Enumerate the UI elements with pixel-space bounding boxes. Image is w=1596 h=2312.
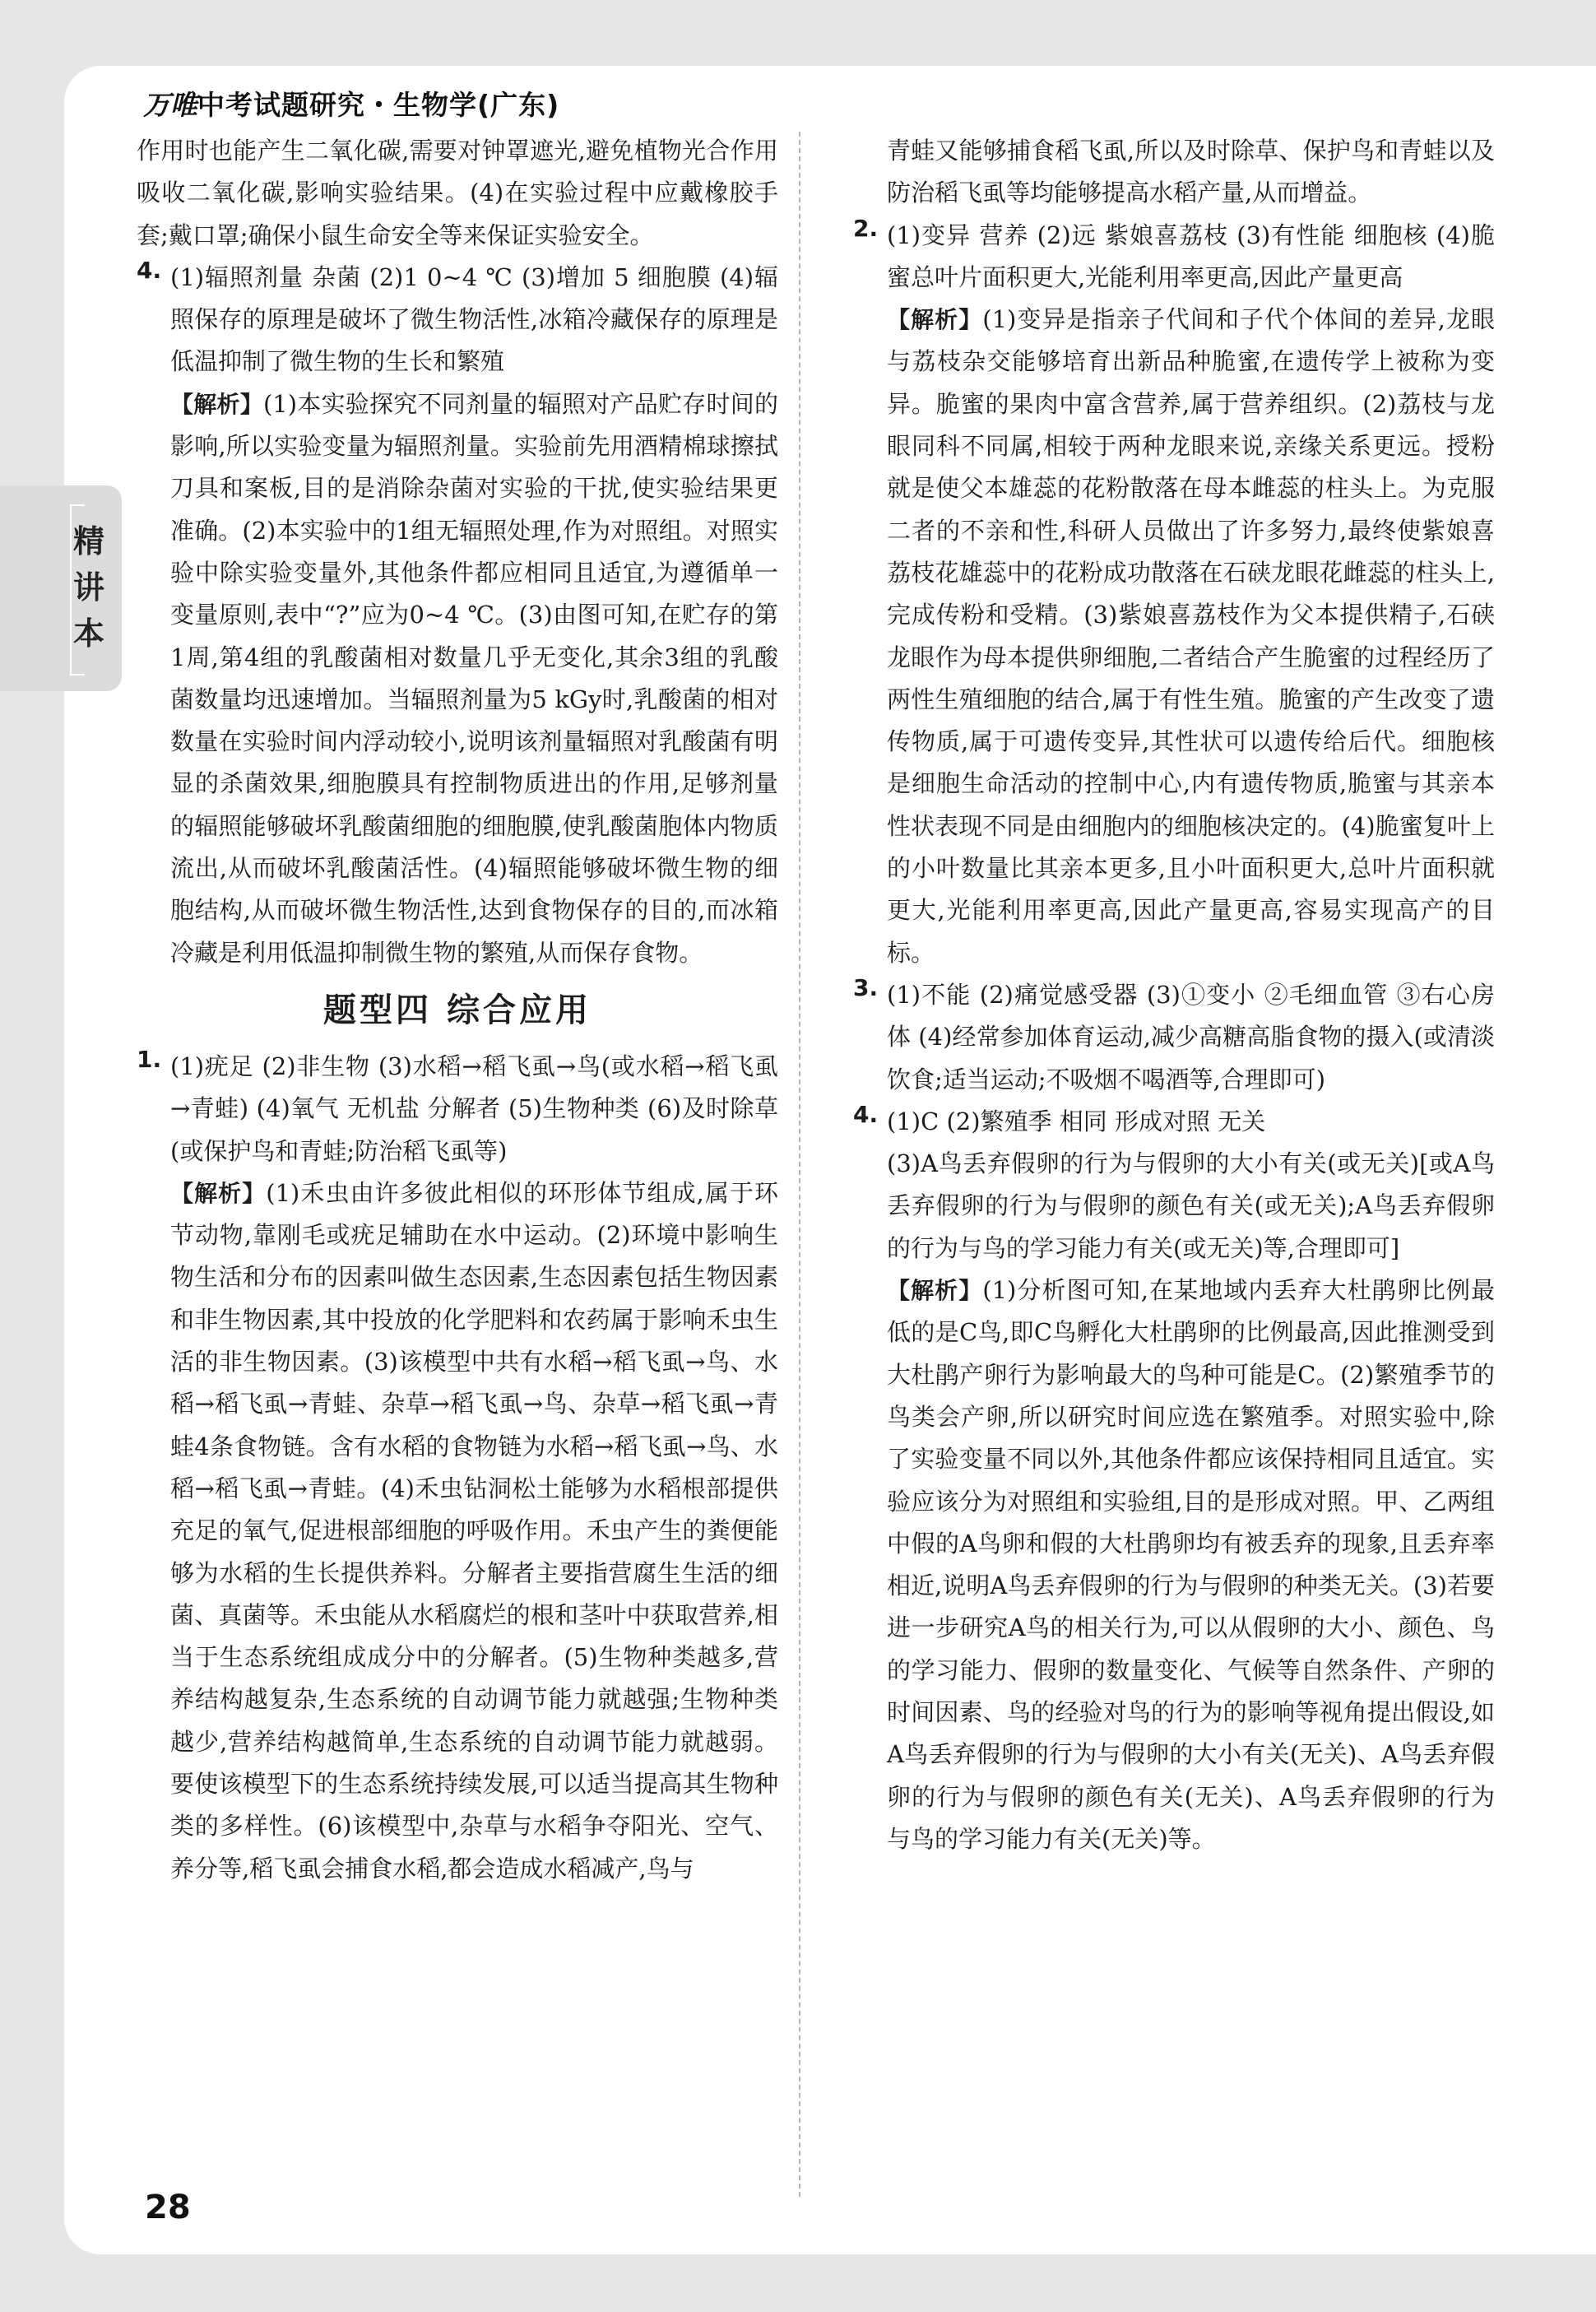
page-number: 28 (145, 2189, 191, 2226)
explanation-text: (1)变异是指亲子代间和子代个体间的差异,龙眼与荔枝杂交能够培育出新品种脆蜜,在遗传学上被称为变异。脆蜜的果肉中富含营养,属于营养组织。(2)荔枝与龙眼同科不同属,相较于两种龙眼来说,亲缘关系更远。授粉就是使父本雄蕊的花粉散落在母本雌蕊的柱头上。为克服二者的不亲和性,科研人员做出了许多努力,最终使紫娘喜荔枝花雄蕊中的花粉成功散落在石硖龙眼花雌蕊的柱头上,完成传粉和受精。(3)紫娘喜荔枝作为父本提供精子,石硖龙眼作为母本提供卵细胞,二者结合产生脆蜜的过程经历了两性生殖细胞的结合,属于有性生殖。脆蜜的产生改变了遗传物质,属于可遗传变异,其性状可以遗传给后代。细胞核是细胞生命活动的控制中心,内有遗传物质,脆蜜与其亲本性状表现不同是由细胞内的细胞核决定的。(4)脆蜜复叶上的小叶数量比其亲本更多,且小叶面积更大,总叶片面积就更大,光能利用率更高,因此产量更高,容易实现高产的目标。 (887, 305, 1495, 967)
column-divider (799, 132, 800, 2197)
answer-text: (1)不能 (2)痛觉感受器 (3)①变小 ②毛细血管 ③右心房 体 (4)经常参加体育运动,减少高糖高脂食物的摄入(或清淡饮食;适当运动;不吸烟不喝酒等,合理即可) (887, 980, 1495, 1093)
section-title: 题型四 综合应用 (323, 991, 592, 1029)
question-number: 2. (853, 214, 879, 242)
answer-text-part-1: (1)C (2)繁殖季 相同 形成对照 无关 (887, 1107, 1266, 1135)
explanation-text: (1)分析图可知,在某地域内丢弃大杜鹃卵比例最低的是C鸟,即C鸟孵化大杜鹃卵的比例最高,因此推测受到大杜鹃产卵行为影响最大的鸟种可能是C。(2)繁殖季节的鸟类会产卵,所以研究时间应选在繁殖季。对照实验中,除了实验变量不同以外,其他条件都应该保持相同且适宜。实验应该分为对照组和实验组,目的是形成对照。甲、乙两组中假的A鸟卵和假的大杜鹃卵均有被丢弃的现象,且丢弃率相近,说明A鸟丢弃假卵的行为与假卵的种类无关。(3)若要进一步研究A鸟的相关行为,可以从假卵的大小、颜色、鸟的学习能力、假卵的数量变化、气候等自然条件、产卵的时间因素、鸟的经验对鸟的行为的影响等视角提出假设,如A鸟丢弃假卵的行为与假卵的大小有关(无关)、A鸟丢弃假卵的行为与假卵的颜色有关(无关)、A鸟丢弃假卵的行为与鸟的学习能力有关(无关)等。 (887, 1276, 1495, 1853)
question-2-answer (853, 215, 1495, 299)
side-tab-label: 精讲本 (72, 523, 104, 652)
left-column (137, 130, 778, 1890)
page-header (143, 84, 559, 123)
explanation-label: 【解析】 (170, 1179, 267, 1207)
question-number: 4. (137, 256, 162, 284)
question-4-answer (853, 1101, 1495, 1270)
answer-text-part-2: (3)A鸟丢弃假卵的行为与假卵的大小有关(或无关)[或A鸟丢弃假卵的行为与假卵的颜色有关(或无关);A鸟丢弃假卵的行为与鸟的学习能力有关(或无关)等,合理即可] (887, 1149, 1495, 1262)
question-2-explanation (853, 299, 1495, 974)
explanation-text: (1)禾虫由许多彼此相似的环形体节组成,属于环节动物,靠刚毛或疣足辅助在水中运动。(2)环境中影响生物生活和分布的因素叫做生态因素,生态因素包括生物因素和非生物因素,其中投放的化学肥料和农药属于影响禾虫生活的非生物因素。(3)该模型中共有水稻→稻飞虱→鸟、水稻→稻飞虱→青蛙、杂草→稻飞虱→鸟、杂草→稻飞虱→青蛙4条食物链。含有水稻的食物链为水稻→稻飞虱→鸟、水稻→稻飞虱→青蛙。(4)禾虫钻洞松土能够为水稻根部提供充足的氧气,促进根部细胞的呼吸作用。禾虫产生的粪便能够为水稻的生长提供养料。分解者主要指营腐生生活的细菌、真菌等。禾虫能从水稻腐烂的根和茎叶中获取营养,相当于生态系统组成成分中的分解者。(5)生物种类越多,营养结构越复杂,生态系统的自动调节能力就越强;生物种类越少,营养结构越简单,生态系统的自动调节能力就越弱。要使该模型下的生态系统持续发展,可以适当提高其生物种类的多样性。(6)该模型中,杂草与水稻争夺阳光、空气、养分等,稻飞虱会捕食水稻,都会造成水稻减产,鸟与 (170, 1178, 778, 1883)
right-column (853, 130, 1495, 1860)
question-1-answer (137, 1046, 778, 1172)
explanation-label: 【解析】 (887, 1277, 983, 1305)
question-4-explanation (853, 1270, 1495, 1860)
question-number: 3. (853, 973, 879, 1001)
answer-text: (1)疣足 (2)非生物 (3)水稻→稻飞虱→鸟(或水稻→稻飞虱→青蛙) (4)氧气 无机盐 分解者 (5)生物种类 (6)及时除草(或保护鸟和青蛙;防治稻飞虱等) (170, 1052, 778, 1165)
question-number: 1. (137, 1045, 162, 1073)
question-4-answer (137, 257, 778, 383)
brand-logo: 万唯 (143, 89, 197, 121)
right-continuation-text: 青蛙又能够捕食稻飞虱,所以及时除草、保护鸟和青蛙以及防治稻飞虱等均能够提高水稻产量,从而增益。 (887, 137, 1495, 207)
question-4-explanation (137, 383, 778, 974)
explanation-text: (1)本实验探究不同剂量的辐照对产品贮存时间的影响,所以实验变量为辐照剂量。实验前先用酒精棉球擦拭刀具和案板,目的是消除杂菌对实验的干扰,使实验结果更准确。(2)本实验中的1组无辐照处理,作为对照组。对照实验中除实验变量外,其他条件都应相同且适宜,为遵循单一变量原则,表中“?”应为0~4 ℃。(3)由图可知,在贮存的第1周,第4组的乳酸菌相对数量几乎无变化,其余3组的乳酸菌数量均迅速增加。当辐照剂量为5 kGy时,乳酸菌的相对数量在实验时间内浮动较小,说明该剂量辐照对乳酸菌有明显的杀菌效果,细胞膜具有控制物质进出的作用,足够剂量的辐照能够破坏乳酸菌细胞的细胞膜,使乳酸菌胞体内物质流出,从而破坏乳酸菌活性。(4)辐照能够破坏微生物的细胞结构,从而破坏微生物活性,达到食物保存的目的,而冰箱冷藏是利用低温抑制微生物的繁殖,从而保存食物。 (170, 389, 778, 967)
explanation-label: 【解析】 (887, 306, 983, 334)
question-3-answer (853, 974, 1495, 1101)
question-1-explanation (137, 1172, 778, 1890)
left-continuation-text: 作用时也能产生二氧化碳,需要对钟罩遮光,避免植物光合作用吸收二氧化碳,影响实验结果。(4)在实验过程中应戴橡胶手套;戴口罩;确保小鼠生命安全等来保证实验安全。 (137, 137, 778, 249)
answer-text: (1)变异 营养 (2)远 紫娘喜荔枝 (3)有性能 细胞核 (4)脆蜜总叶片面积更大,光能利用率更高,因此产量更高 (887, 221, 1495, 291)
header-title: 中考试题研究・生物学(广东) (197, 89, 560, 121)
side-tab (0, 485, 122, 691)
explanation-label: 【解析】 (170, 390, 263, 418)
question-number: 4. (853, 1100, 879, 1128)
answer-text: (1)辐照剂量 杂菌 (2)1 0~4 ℃ (3)增加 5 细胞膜 (4)辐照保存的原理是破坏了微生物活性,冰箱冷藏保存的原理是低温抑制了微生物的生长和繁殖 (170, 262, 778, 376)
